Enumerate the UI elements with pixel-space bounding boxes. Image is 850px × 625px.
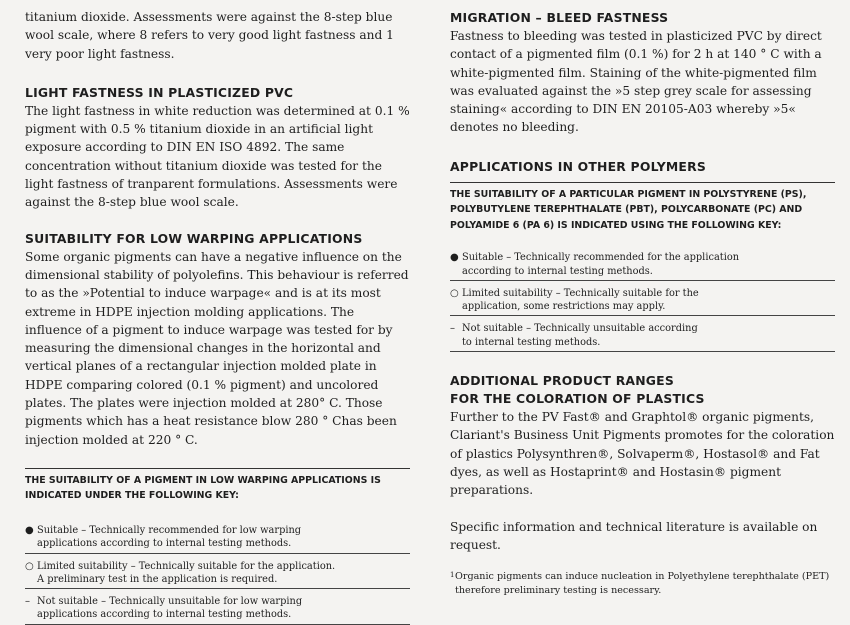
empty-circle-icon: ○: [450, 287, 459, 299]
key-item-text: A preliminary test in the application is required.: [37, 573, 278, 585]
pvc-light-fastness-paragraph: The light fastness in white reduction was determined at 0.1 % pigment with 0.5 % titanium dioxide in an artificial light exposure according to DIN EN ISO 4892. The same concentration without titanium dioxide was tested for the light fastness of tranparent formulations. Assessments were against the 8-step blue wool scale.: [25, 103, 410, 210]
left-column: [25, 0, 410, 625]
pvc-light-fastness-heading: LIGHT FASTNESS IN PLASTICIZED PVC: [25, 84, 294, 100]
polymers-key-top-rule: [450, 182, 835, 183]
dash-icon: –: [450, 323, 455, 335]
key-top-rule: [25, 468, 410, 469]
key-item-suitable: [25, 521, 410, 554]
footnote-text: therefore preliminary testing is necessary.: [455, 584, 662, 596]
key-item-text: Suitable – Technically recommended for the application: [462, 252, 740, 264]
polymers-key-list: [450, 248, 835, 352]
key-item-text: Limited suitability – Technically suitable for the application.: [37, 560, 336, 572]
migration-paragraph: Fastness to bleeding was tested in plasticized PVC by direct contact of a pigmented film (0.1 %) for 2 h at 140 ° C with a white-pigmented film. Staining of the white-pigmented film was evaluated against the »5 step grey scale for assessing staining« according to DIN EN 20105-A03 whereby »5« denotes no bleeding.: [450, 29, 822, 135]
filled-circle-icon: ●: [450, 252, 459, 264]
key-item-limited: [25, 557, 410, 590]
info-request-paragraph: Specific information and technical literature is available on request.: [450, 519, 818, 552]
polymers-key-item-limited: [450, 284, 835, 317]
key-item-text: applications according to internal testing methods.: [37, 538, 292, 550]
filled-circle-icon: ●: [25, 524, 34, 536]
footnote: 1 Organic pigments can induce nucleation in Polyethylene terephthalate (PET) therefore preliminary testing is necessary.: [450, 570, 835, 597]
polymers-key-item-suitable: [450, 248, 835, 281]
warping-key-heading: THE SUITABILITY OF A PIGMENT IN LOW WARPING APPLICATIONS IS INDICATED UNDER THE FOLLOWING KEY:: [25, 474, 381, 502]
key-item-text: Not suitable – Technically unsuitable for low warping: [37, 596, 303, 608]
dash-icon: –: [25, 596, 30, 608]
key-item-not-suitable: [25, 592, 410, 625]
warping-key-list: [25, 521, 410, 625]
key-item-text: application, some restrictions may apply.: [462, 301, 666, 313]
low-warping-paragraph: Some organic pigments can have a negative influence on the dimensional stability of polyolefins. This behaviour is referred to as the »Potential to induce warpage« and is at its most extreme in HDPE injection molding applications. The influence of a pigment to induce warpage was tested for by measuring the dimensional changes in the horizontal and vertical planes of a rectangular injection molded plate in HDPE comparing colored (0.1 % pigment) and uncolored plates. The plates were injection molded at 280° C. Those pigments which has a heat resistance blow 280 ° Chas been injection molded at 220 ° C.: [25, 249, 409, 447]
product-ranges-subheading: FOR THE COLORATION OF PLASTICS: [450, 391, 705, 407]
other-polymers-heading: APPLICATIONS IN OTHER POLYMERS: [450, 158, 706, 174]
product-ranges-paragraph: Further to the PV Fast® and Graphtol® organic pigments, Clariant's Business Unit Pigments promotes for the coloration of plastics Polysynthren®, Solvaperm®, Hostasol® and Fat dyes, as well as Hostaprint® and Hostasin® pigment preparations.: [450, 410, 835, 498]
polymers-key-heading: THE SUITABILITY OF A PARTICULAR PIGMENT IN POLYSTYRENE (PS), POLYBUTYLENE TEREPHTHALATE (PBT), POLYCARBONATE (PC) AND POLYAMIDE 6 (PA 6) IS INDICATED USING THE FOLLOWING KEY:: [450, 188, 807, 231]
key-item-text: Suitable – Technically recommended for low warping: [37, 524, 302, 536]
empty-circle-icon: ○: [25, 560, 34, 572]
migration-heading: MIGRATION – BLEED FASTNESS: [450, 10, 669, 25]
low-warping-heading: SUITABILITY FOR LOW WARPING APPLICATIONS: [25, 230, 363, 246]
key-item-text: Limited suitability – Technically suitable for the: [462, 287, 699, 299]
key-item-text: Not suitable – Technically unsuitable according: [462, 323, 698, 335]
footnote-text: Organic pigments can induce nucleation in Polyethylene terephthalate (PET): [455, 571, 830, 583]
key-item-text: to internal testing methods.: [462, 336, 601, 348]
intro-paragraph: titanium dioxide. Assessments were against the 8-step blue wool scale, where 8 refers to very good light fastness and 1 very poor light fastness.: [25, 10, 394, 61]
key-item-text: applications according to internal testing methods.: [37, 609, 292, 621]
right-column: [450, 0, 835, 597]
key-item-text: according to internal testing methods.: [462, 265, 653, 277]
product-ranges-heading: ADDITIONAL PRODUCT RANGES: [450, 373, 674, 389]
polymers-key-item-not-suitable: [450, 319, 835, 352]
